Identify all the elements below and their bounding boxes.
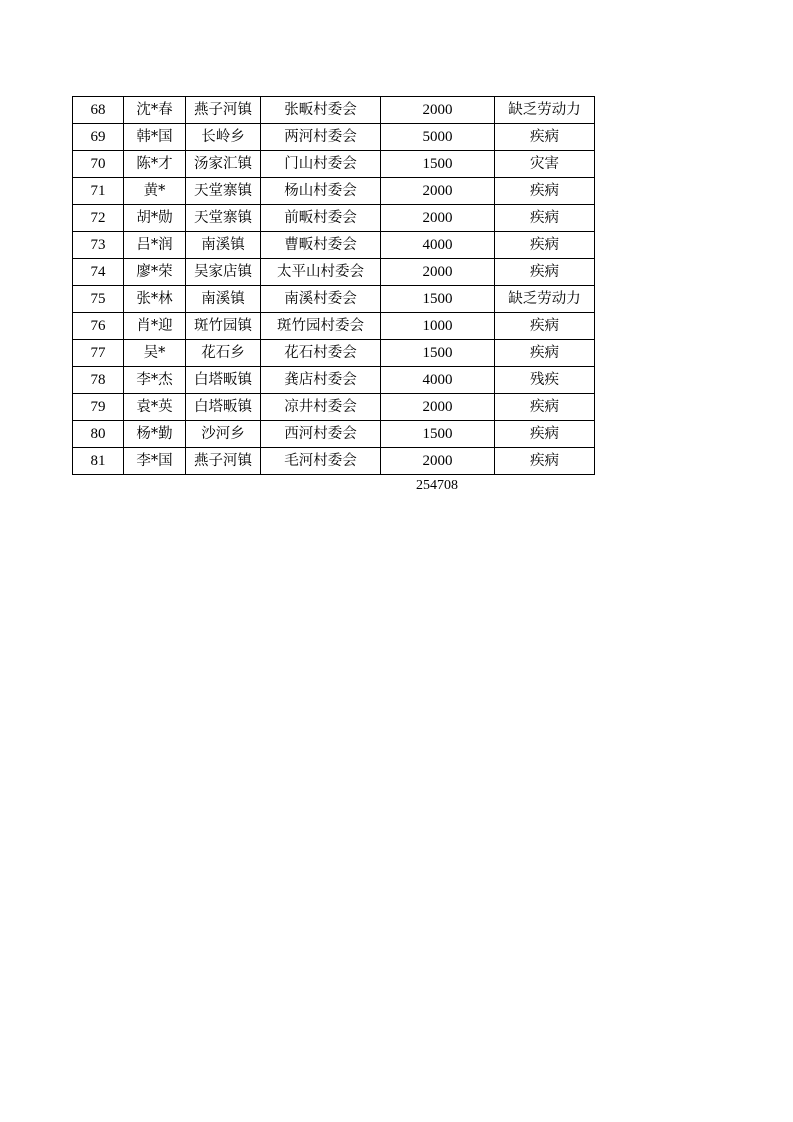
cell-amount: 1500 xyxy=(381,421,495,448)
cell-index: 75 xyxy=(73,286,124,313)
cell-reason: 缺乏劳动力 xyxy=(495,286,595,313)
cell-index: 72 xyxy=(73,205,124,232)
cell-reason: 疾病 xyxy=(495,421,595,448)
table-row xyxy=(73,232,595,259)
amount-total: 254708 xyxy=(416,478,458,493)
cell-name: 张*林 xyxy=(124,286,186,313)
cell-town: 沙河乡 xyxy=(186,421,261,448)
cell-index: 78 xyxy=(73,367,124,394)
cell-index: 69 xyxy=(73,124,124,151)
cell-village: 毛河村委会 xyxy=(261,448,381,475)
cell-amount: 1500 xyxy=(381,286,495,313)
cell-town: 白塔畈镇 xyxy=(186,367,261,394)
cell-village: 斑竹园村委会 xyxy=(261,313,381,340)
table-row xyxy=(73,286,595,313)
cell-index: 70 xyxy=(73,151,124,178)
cell-reason: 疾病 xyxy=(495,448,595,475)
cell-reason: 疾病 xyxy=(495,178,595,205)
cell-amount: 1000 xyxy=(381,313,495,340)
table-row xyxy=(73,394,595,421)
cell-amount: 2000 xyxy=(381,448,495,475)
table-row xyxy=(73,421,595,448)
cell-amount: 2000 xyxy=(381,259,495,286)
table-row xyxy=(73,313,595,340)
cell-amount: 4000 xyxy=(381,367,495,394)
cell-reason: 疾病 xyxy=(495,340,595,367)
cell-amount: 4000 xyxy=(381,232,495,259)
cell-index: 74 xyxy=(73,259,124,286)
cell-index: 81 xyxy=(73,448,124,475)
cell-amount: 2000 xyxy=(381,205,495,232)
cell-index: 76 xyxy=(73,313,124,340)
cell-town: 花石乡 xyxy=(186,340,261,367)
cell-amount: 2000 xyxy=(381,178,495,205)
cell-amount: 1500 xyxy=(381,151,495,178)
table-row xyxy=(73,340,595,367)
cell-amount: 2000 xyxy=(381,97,495,124)
cell-name: 胡*勋 xyxy=(124,205,186,232)
cell-village: 太平山村委会 xyxy=(261,259,381,286)
cell-village: 杨山村委会 xyxy=(261,178,381,205)
table-row xyxy=(73,367,595,394)
cell-village: 凉井村委会 xyxy=(261,394,381,421)
cell-name: 李*杰 xyxy=(124,367,186,394)
cell-amount: 1500 xyxy=(381,340,495,367)
cell-index: 77 xyxy=(73,340,124,367)
cell-name: 黄* xyxy=(124,178,186,205)
cell-name: 沈*春 xyxy=(124,97,186,124)
cell-index: 71 xyxy=(73,178,124,205)
cell-reason: 疾病 xyxy=(495,205,595,232)
cell-name: 廖*荣 xyxy=(124,259,186,286)
cell-reason: 残疾 xyxy=(495,367,595,394)
cell-village: 龚店村委会 xyxy=(261,367,381,394)
cell-town: 长岭乡 xyxy=(186,124,261,151)
cell-name: 肖*迎 xyxy=(124,313,186,340)
cell-reason: 疾病 xyxy=(495,313,595,340)
cell-name: 吕*润 xyxy=(124,232,186,259)
cell-index: 68 xyxy=(73,97,124,124)
assistance-table-container xyxy=(72,96,595,475)
table-row xyxy=(73,97,595,124)
assistance-table xyxy=(72,96,595,475)
cell-name: 吴* xyxy=(124,340,186,367)
table-row xyxy=(73,259,595,286)
cell-amount: 5000 xyxy=(381,124,495,151)
cell-name: 杨*勤 xyxy=(124,421,186,448)
cell-town: 燕子河镇 xyxy=(186,448,261,475)
cell-town: 吴家店镇 xyxy=(186,259,261,286)
cell-reason: 疾病 xyxy=(495,232,595,259)
table-row xyxy=(73,205,595,232)
cell-town: 天堂寨镇 xyxy=(186,205,261,232)
cell-town: 燕子河镇 xyxy=(186,97,261,124)
cell-index: 79 xyxy=(73,394,124,421)
cell-town: 天堂寨镇 xyxy=(186,178,261,205)
cell-town: 南溪镇 xyxy=(186,232,261,259)
cell-name: 李*国 xyxy=(124,448,186,475)
cell-village: 曹畈村委会 xyxy=(261,232,381,259)
cell-amount: 2000 xyxy=(381,394,495,421)
cell-town: 白塔畈镇 xyxy=(186,394,261,421)
cell-reason: 缺乏劳动力 xyxy=(495,97,595,124)
cell-village: 门山村委会 xyxy=(261,151,381,178)
cell-town: 南溪镇 xyxy=(186,286,261,313)
cell-reason: 疾病 xyxy=(495,259,595,286)
cell-village: 前畈村委会 xyxy=(261,205,381,232)
cell-village: 张畈村委会 xyxy=(261,97,381,124)
cell-name: 陈*才 xyxy=(124,151,186,178)
cell-village: 两河村委会 xyxy=(261,124,381,151)
cell-reason: 疾病 xyxy=(495,124,595,151)
table-row xyxy=(73,124,595,151)
cell-town: 斑竹园镇 xyxy=(186,313,261,340)
cell-index: 80 xyxy=(73,421,124,448)
cell-name: 韩*国 xyxy=(124,124,186,151)
cell-village: 花石村委会 xyxy=(261,340,381,367)
cell-index: 73 xyxy=(73,232,124,259)
cell-village: 南溪村委会 xyxy=(261,286,381,313)
table-body xyxy=(73,97,595,475)
cell-name: 袁*英 xyxy=(124,394,186,421)
cell-reason: 灾害 xyxy=(495,151,595,178)
table-row xyxy=(73,448,595,475)
table-row xyxy=(73,178,595,205)
cell-reason: 疾病 xyxy=(495,394,595,421)
cell-village: 西河村委会 xyxy=(261,421,381,448)
table-row xyxy=(73,151,595,178)
cell-town: 汤家汇镇 xyxy=(186,151,261,178)
